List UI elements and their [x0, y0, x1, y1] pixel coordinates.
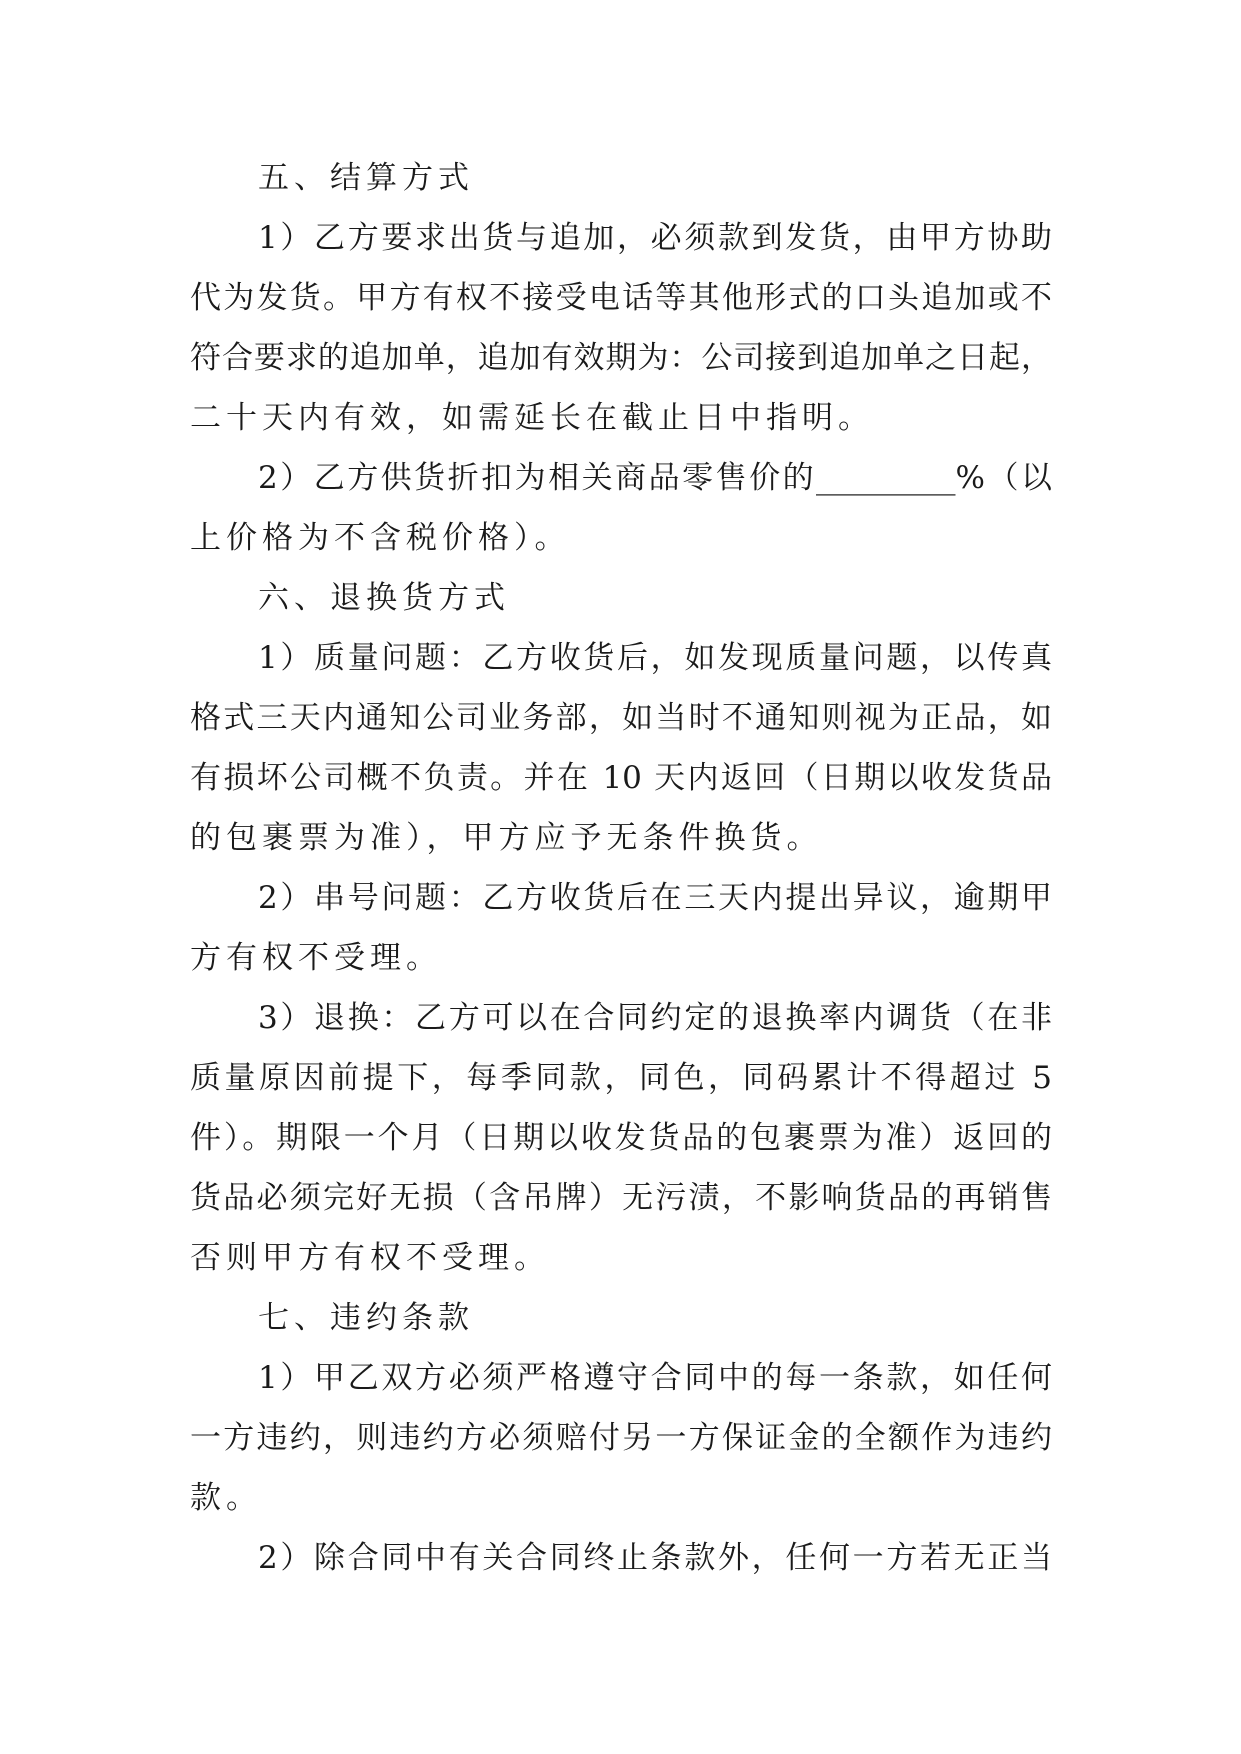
- document-line: 否则甲方有权不受理。: [190, 1240, 550, 1276]
- document-line: 格式三天内通知公司业务部，如当时不通知则视为正品，如: [190, 700, 1052, 736]
- document-line: 1）甲乙双方必须严格遵守合同中的每一条款，如任何: [258, 1360, 1052, 1396]
- document-line: 1）乙方要求出货与追加，必须款到发货，由甲方协助: [258, 220, 1052, 256]
- document-line: 货品必须完好无损（含吊牌）无污渍，不影响货品的再销售: [190, 1180, 1052, 1216]
- document-line: 一方违约，则违约方必须赔付另一方保证金的全额作为违约: [190, 1420, 1052, 1456]
- document-line: 的包裹票为准），甲方应予无条件换货。: [190, 820, 823, 856]
- document-line: 方有权不受理。: [190, 940, 442, 976]
- document-line: 五、结算方式: [258, 160, 474, 196]
- document-line: 2）除合同中有关合同终止条款外，任何一方若无正当: [258, 1540, 1052, 1576]
- document-line: 1）质量问题：乙方收货后，如发现质量问题，以传真: [258, 640, 1052, 676]
- document-line: 二十天内有效，如需延长在截止日中指明。: [190, 400, 874, 436]
- document-line: 六、退换货方式: [258, 580, 510, 616]
- document-line: 七、违约条款: [258, 1300, 474, 1336]
- document-line: 上价格为不含税价格）。: [190, 520, 571, 556]
- document-line: 2）乙方供货折扣为相关商品零售价的_________%（以: [258, 460, 1052, 496]
- document-line: 件）。期限一个月（日期以收发货品的包裹票为准）返回的: [190, 1120, 1052, 1156]
- document-line: 质量原因前提下，每季同款，同色，同码累计不得超过 5: [190, 1060, 1052, 1096]
- document-page: [190, 158, 1052, 1598]
- document-line: 2）串号问题：乙方收货后在三天内提出异议，逾期甲: [258, 880, 1052, 916]
- document-line: 3）退换：乙方可以在合同约定的退换率内调货（在非: [258, 1000, 1052, 1036]
- document-line: 代为发货。甲方有权不接受电话等其他形式的口头追加或不: [190, 280, 1052, 316]
- document-line: 符合要求的追加单，追加有效期为：公司接到追加单之日起，: [190, 340, 1052, 376]
- document-line: 有损坏公司概不负责。并在 10 天内返回（日期以收发货品: [190, 760, 1052, 796]
- document-line: 款。: [190, 1480, 262, 1516]
